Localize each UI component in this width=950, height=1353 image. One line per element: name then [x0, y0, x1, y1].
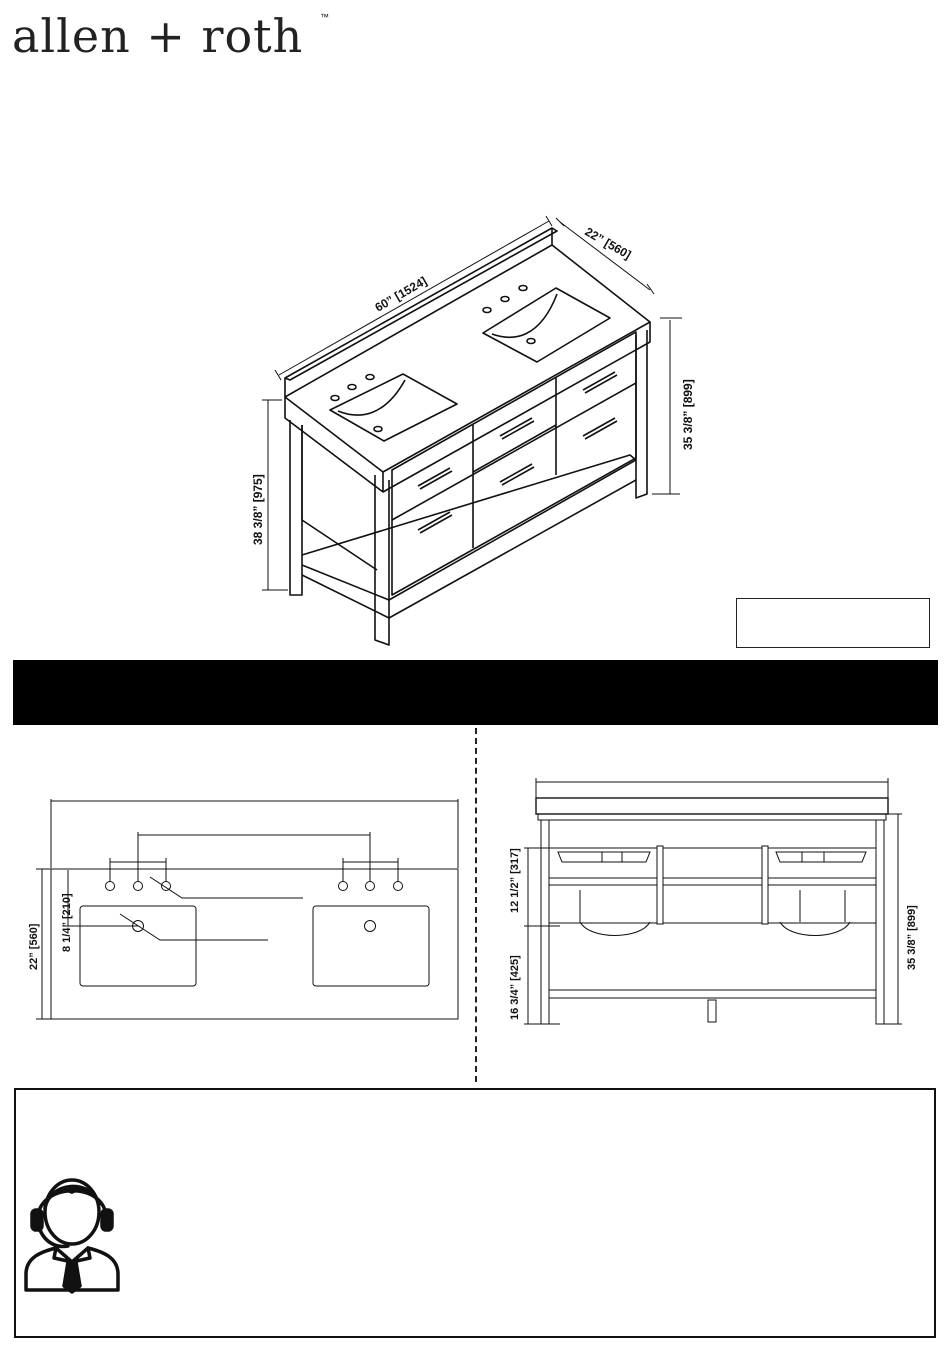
drawer-height-label: 12 1/2” [317]	[509, 848, 521, 913]
section-banner	[13, 660, 938, 725]
customer-service-headset-icon	[20, 1162, 124, 1294]
info-box	[736, 598, 930, 648]
view-divider	[475, 728, 477, 1082]
front-view-drawing	[480, 770, 940, 1070]
width-dimension-label: 60” [1524]	[372, 273, 430, 315]
faucet-to-drain-label: 8 1/4” [210]	[61, 893, 73, 952]
top-depth-label: 22” [560]	[28, 923, 40, 970]
top-view-drawing	[0, 780, 470, 1040]
overall-height-label: 38 3/8” [975]	[251, 474, 265, 545]
shelf-height-label: 16 3/4” [425]	[509, 955, 521, 1020]
trademark-symbol: ™	[320, 12, 329, 22]
top-height-label: 35 3/8” [899]	[681, 379, 695, 450]
brand-logo	[12, 6, 303, 66]
brand-name: allen + roth	[12, 9, 304, 63]
customer-support-section	[14, 1088, 936, 1338]
front-height-label: 35 3/8” [899]	[906, 905, 918, 970]
perspective-view-drawing	[0, 200, 950, 655]
depth-dimension-label: 22” [560]	[582, 224, 634, 262]
